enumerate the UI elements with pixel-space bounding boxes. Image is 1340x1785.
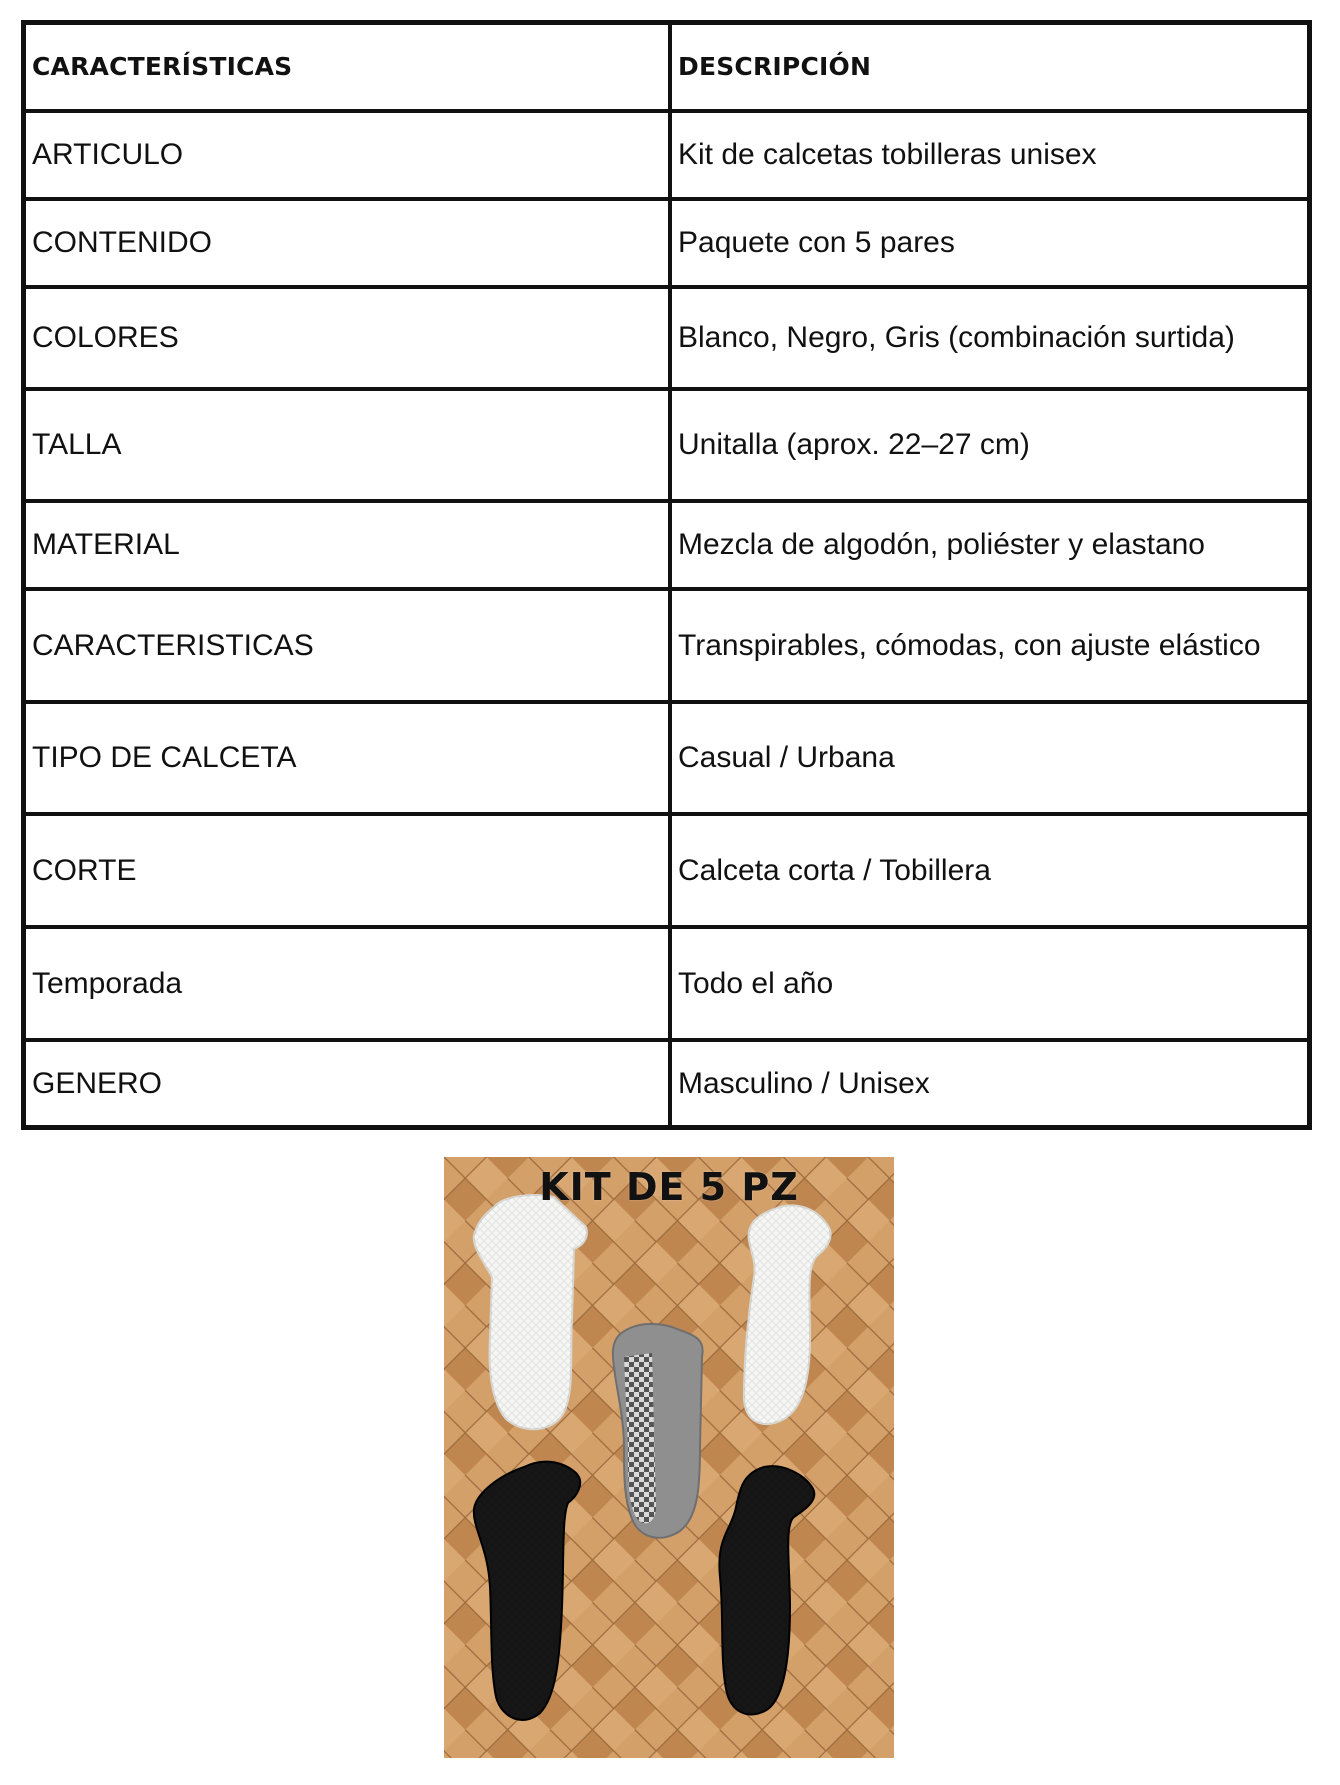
row-key: CORTE — [24, 814, 671, 927]
row-value: Todo el año — [670, 927, 1310, 1040]
table-row — [24, 287, 1310, 389]
row-key: GENERO — [24, 1040, 671, 1128]
row-value: Calceta corta / Tobillera — [670, 814, 1310, 927]
photo-title: KIT DE 5 PZ — [539, 1165, 799, 1209]
table-row — [24, 589, 1310, 702]
row-value: Casual / Urbana — [670, 702, 1310, 814]
row-value: Mezcla de algodón, poliéster y elastano — [670, 501, 1310, 589]
table-row — [24, 111, 1310, 199]
table-header-row — [24, 23, 1310, 111]
row-value: Masculino / Unisex — [670, 1040, 1310, 1128]
specifications-table — [21, 20, 1312, 1130]
header-description: DESCRIPCIÓN — [670, 23, 1310, 111]
table-row — [24, 927, 1310, 1040]
row-key: COLORES — [24, 287, 671, 389]
table-row — [24, 1040, 1310, 1128]
row-key: Temporada — [24, 927, 671, 1040]
row-key: TIPO DE CALCETA — [24, 702, 671, 814]
row-key: MATERIAL — [24, 501, 671, 589]
row-key: CONTENIDO — [24, 199, 671, 287]
header-characteristics: CARACTERÍSTICAS — [24, 23, 671, 111]
row-key: CARACTERISTICAS — [24, 589, 671, 702]
row-value: Blanco, Negro, Gris (combinación surtida) — [670, 287, 1310, 389]
row-value: Unitalla (aprox. 22–27 cm) — [670, 389, 1310, 501]
row-value: Kit de calcetas tobilleras unisex — [670, 111, 1310, 199]
product-photo — [444, 1157, 894, 1758]
table-row — [24, 814, 1310, 927]
row-key: ARTICULO — [24, 111, 671, 199]
table-row — [24, 702, 1310, 814]
row-value: Transpirables, cómodas, con ajuste elástico — [670, 589, 1310, 702]
row-key: TALLA — [24, 389, 671, 501]
table-row — [24, 501, 1310, 589]
row-value: Paquete con 5 pares — [670, 199, 1310, 287]
table-row — [24, 199, 1310, 287]
table-row — [24, 389, 1310, 501]
sock-kit-image — [444, 1157, 894, 1758]
